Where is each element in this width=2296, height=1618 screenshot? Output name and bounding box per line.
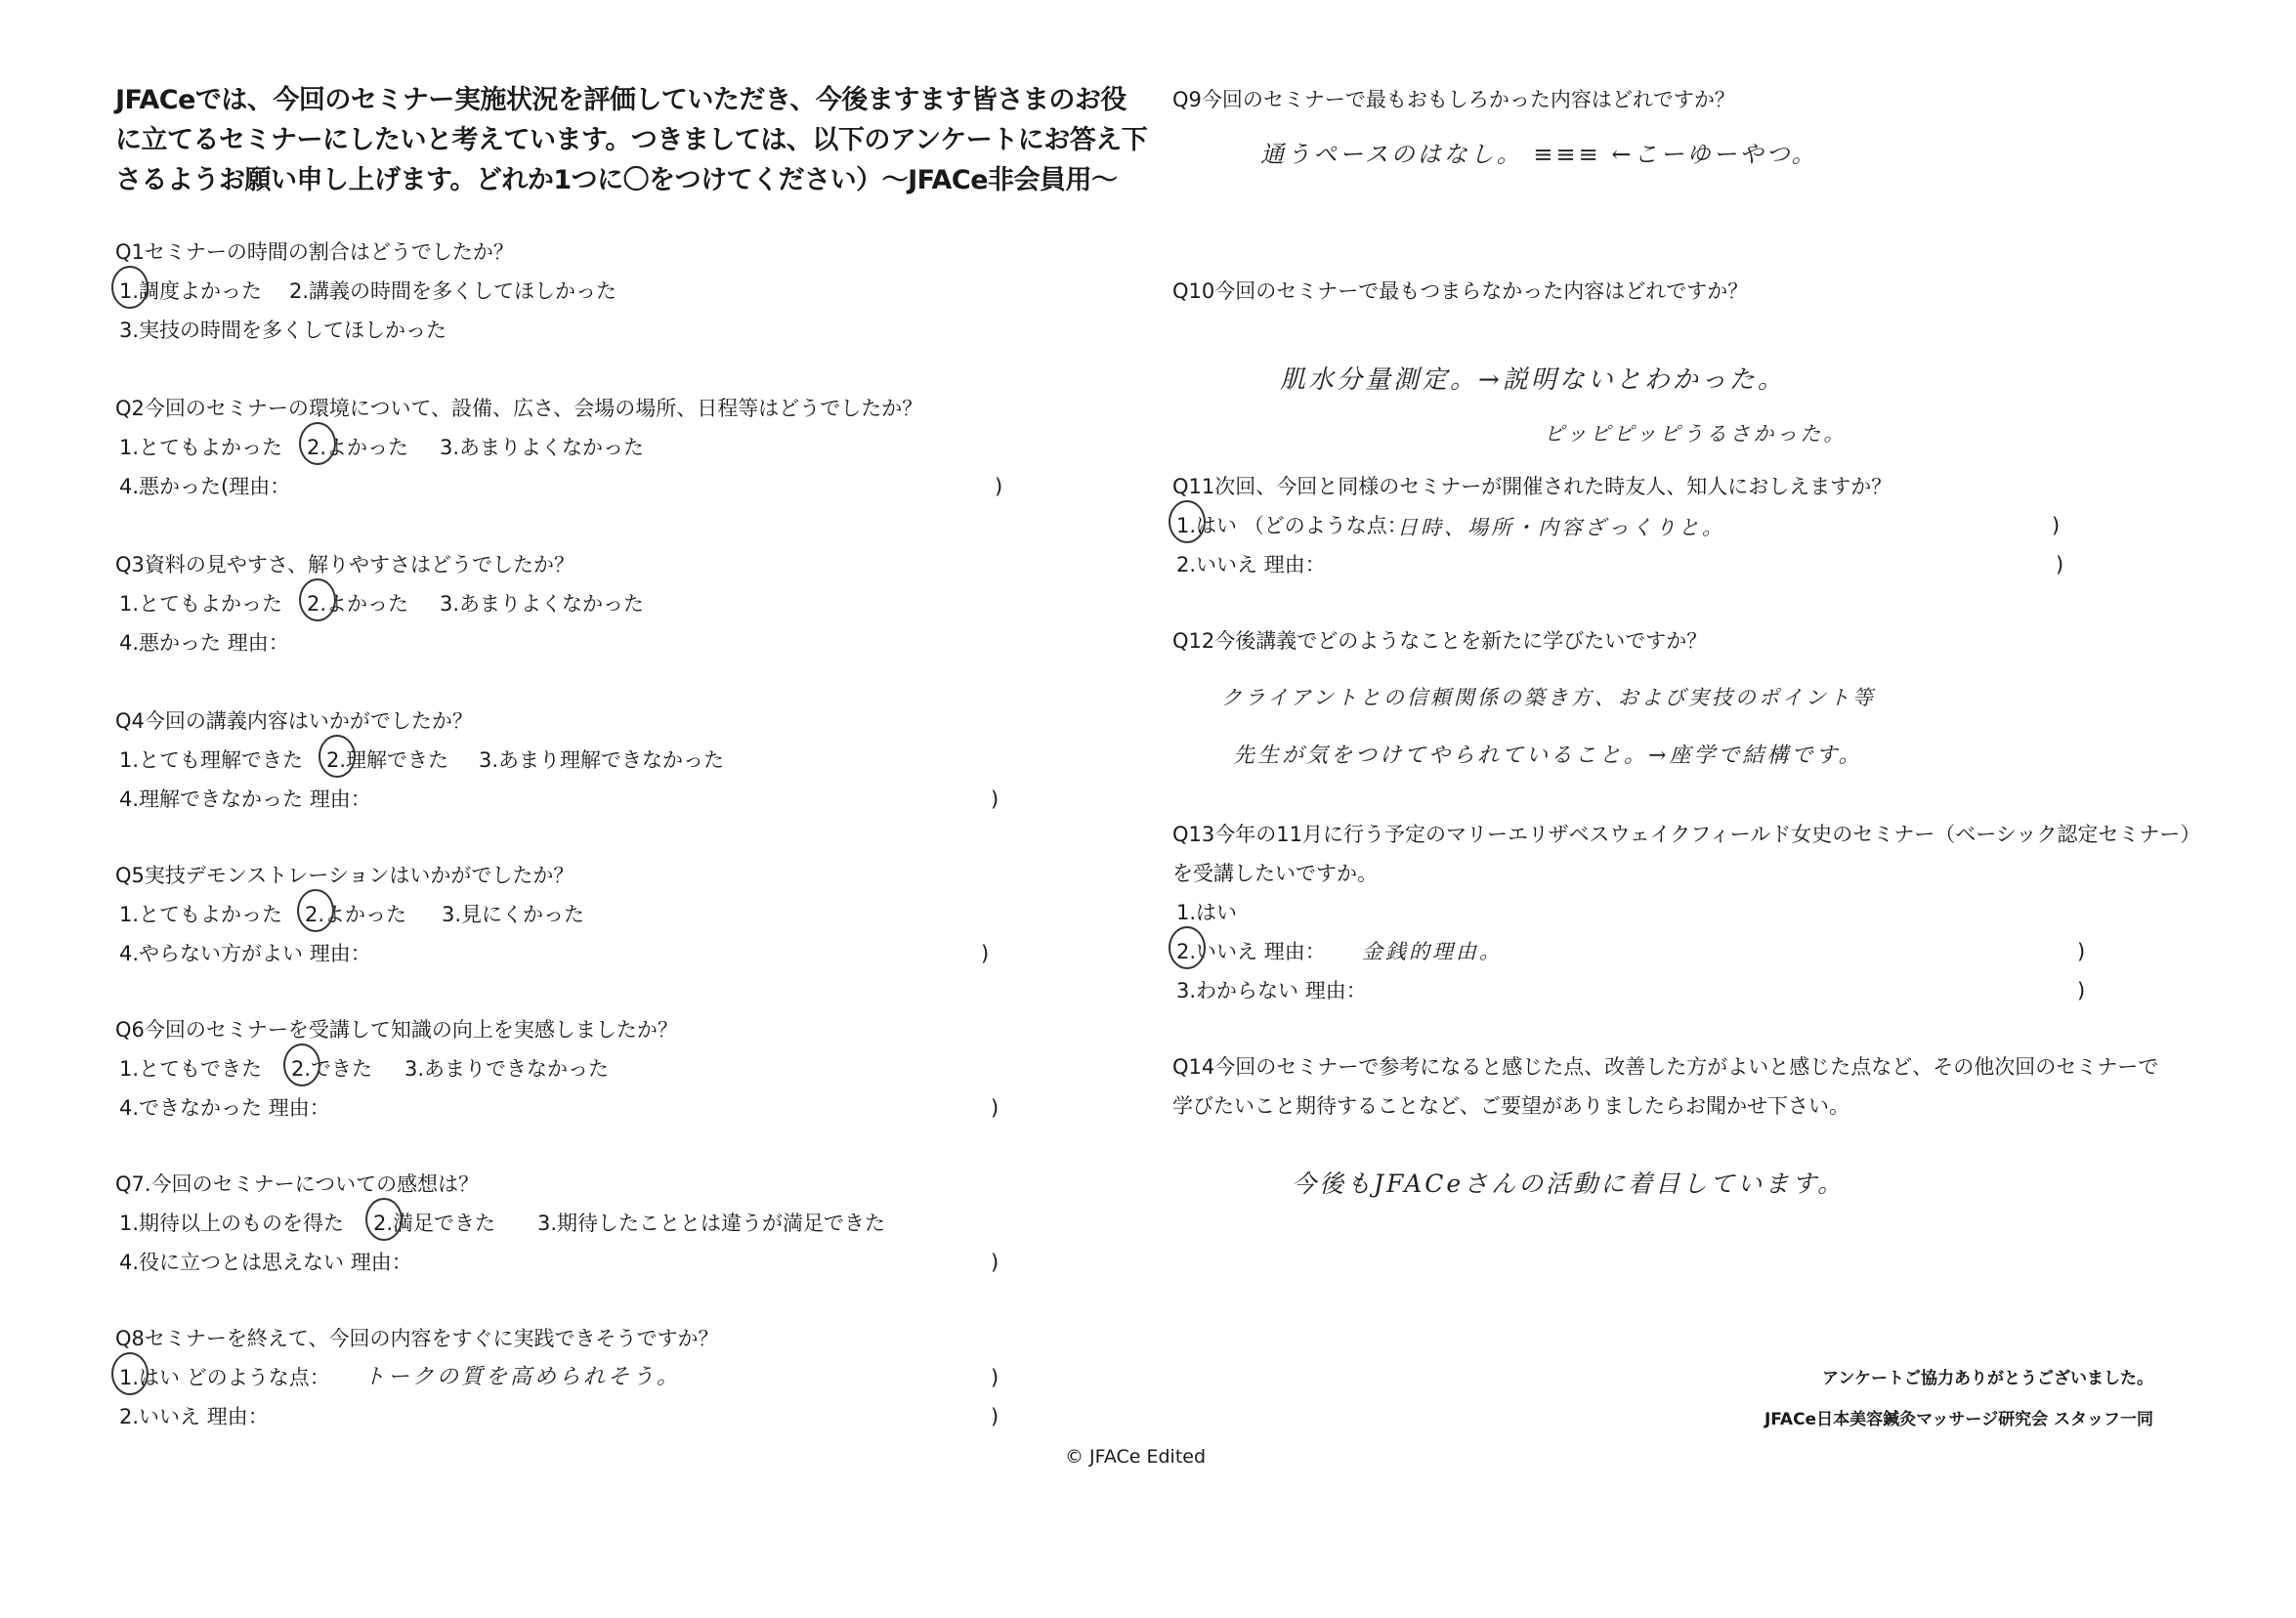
question-7-title: Q7.今回のセミナーについての感想は？ [115, 1172, 480, 1196]
selection-circle [111, 1352, 149, 1395]
question-4-title: Q4今回の講義内容はいかがでしたか？ [115, 709, 473, 733]
question-12-title: Q12今後講義でどのようなことを新たに学びたいですか？ [1172, 629, 1708, 653]
selection-circle [283, 1043, 320, 1086]
survey-intro [115, 80, 1148, 200]
question-5 [115, 856, 1092, 973]
question-4 [115, 702, 1092, 819]
q13-close-paren-1: ) [2077, 940, 2086, 963]
q3-option-4[interactable]: 4.悪かった 理由： [119, 631, 289, 655]
selection-circle [365, 1198, 403, 1241]
question-9-title: Q9今回のセミナーで最もおもしろかった内容はどれですか？ [1172, 88, 1735, 111]
question-6 [115, 1010, 1092, 1128]
selection-circle [1169, 500, 1206, 543]
q9-handwritten-answer: 通うペースのはなし。 ≡≡≡ ←こーゆーやつ。 [1260, 141, 1818, 168]
q11-close-paren-2: ) [2056, 553, 2064, 576]
q7-option-4[interactable]: 4.役に立つとは思えない 理由： [119, 1251, 412, 1274]
question-11-title: Q11次回、今回と同様のセミナーが開催された時友人、知人におしえますか？ [1172, 475, 1892, 498]
q13-option-1[interactable]: 1.はい [1176, 901, 1238, 924]
question-9 [1172, 80, 1735, 119]
q8-option-1[interactable]: 1.はい どのような点： [119, 1358, 330, 1397]
intro-line-2: に立てるセミナーにしたいと考えています。つきましては、以下のアンケートにお答え下 [115, 125, 1148, 155]
q13-option-3[interactable]: 3.わからない 理由： [1176, 979, 1367, 1002]
q6-option-2[interactable]: 2.できた [291, 1049, 372, 1088]
question-7 [115, 1165, 1092, 1282]
q12-handwritten-answer-2: 先生が気をつけてやられていること。→座学で結構です。 [1233, 744, 1863, 768]
q7-option-2[interactable]: 2.満足できた [373, 1204, 495, 1243]
question-13-title-1: Q13今年の11月に行う予定のマリーエリザベスウェイクフィールド女史のセミナー（ベーシック認定セミナー） [1172, 823, 2201, 846]
q10-handwritten-answer-1: 肌水分量測定。→説明ないとわかった。 [1280, 365, 1786, 395]
q2-option-2[interactable]: 2.よかった [307, 428, 408, 467]
question-14-title-2: 学びたいこと期待することなど、ご要望がありましたらお聞かせ下さい。 [1172, 1094, 1850, 1118]
q4-option-3[interactable]: 3.あまり理解できなかった [479, 748, 725, 772]
q7-close-paren: ) [991, 1251, 999, 1274]
q11-option-1[interactable]: 1.はい （どのような点： [1176, 506, 1408, 545]
question-10-title: Q10今回のセミナーで最もつまらなかった内容はどれですか？ [1172, 279, 1749, 303]
question-12 [1172, 621, 1707, 660]
q2-close-paren: ) [995, 475, 1003, 498]
intro-line-3: さるようお願い申し上げます。どれか1つに〇をつけてください）～JFACe非会員用～ [115, 165, 1118, 195]
q2-option-4[interactable]: 4.悪かった(理由： [119, 475, 291, 498]
question-13 [1172, 815, 2201, 1010]
q4-option-2[interactable]: 2.理解できた [326, 741, 448, 780]
copyright-footer: © JFACe Edited [1065, 1446, 1207, 1468]
question-2 [115, 389, 1092, 506]
q2-option-1[interactable]: 1.とてもよかった [119, 436, 283, 459]
q11-option-2[interactable]: 2.いいえ 理由： [1176, 553, 1326, 576]
q6-close-paren: ) [991, 1096, 999, 1120]
q12-handwritten-answer-1: クライアントとの信頼関係の築き方、および実技のポイント等 [1221, 686, 1876, 709]
q4-option-1[interactable]: 1.とても理解できた [119, 748, 304, 772]
q10-handwritten-answer-2: ピッピピッピうるさかった。 [1544, 422, 1848, 446]
q8-close-paren-1: ) [991, 1366, 999, 1389]
q5-option-4[interactable]: 4.やらない方がよい 理由： [119, 942, 371, 965]
question-8-title: Q8セミナーを終えて、今回の内容をすぐに実践できそうですか？ [115, 1327, 719, 1350]
q7-option-3[interactable]: 3.期待したこととは違うが満足できた [537, 1212, 886, 1235]
q13-close-paren-2: ) [2077, 979, 2086, 1002]
selection-circle [111, 266, 149, 309]
intro-line-1: JFACeでは、今回のセミナー実施状況を評価していただき、今後ますます皆さまのお役 [115, 85, 1127, 115]
q1-option-2[interactable]: 2.講義の時間を多くしてほしかった [289, 279, 617, 303]
q4-option-4[interactable]: 4.理解できなかった 理由： [119, 788, 371, 811]
q11-close-paren-1: ) [2052, 514, 2061, 537]
q4-close-paren: ) [991, 788, 999, 811]
selection-circle [1169, 926, 1206, 969]
q5-option-3[interactable]: 3.見にくかった [442, 903, 585, 926]
q14-handwritten-answer: 今後もJFACeさんの活動に着目しています。 [1292, 1170, 1846, 1198]
q11-handwritten-answer: 日時、場所・内容ざっくりと。 [1397, 516, 1725, 539]
staff-signature: JFACe日本美容鍼灸マッサージ研究会 スタッフ一同 [1764, 1410, 2153, 1429]
q3-option-2[interactable]: 2.よかった [307, 584, 408, 623]
q5-close-paren: ) [981, 942, 990, 965]
q3-option-1[interactable]: 1.とてもよかった [119, 592, 283, 616]
question-2-title: Q2今回のセミナーの環境について、設備、広さ、会場の場所、日程等はどうでしたか？ [115, 397, 923, 420]
question-14-title-1: Q14今回のセミナーで参考になると感じた点、改善した方がよいと感じた点など、その他次回のセミナーで [1172, 1055, 2159, 1079]
q5-option-2[interactable]: 2.よかった [305, 895, 406, 934]
q8-close-paren-2: ) [991, 1405, 999, 1428]
q8-handwritten-answer: トークの質を高められそう。 [363, 1365, 682, 1389]
q8-option-2[interactable]: 2.いいえ 理由： [119, 1405, 269, 1428]
q5-option-1[interactable]: 1.とてもよかった [119, 903, 283, 926]
question-5-title: Q5実技デモンストレーションはいかがでしたか？ [115, 864, 574, 887]
q13-handwritten-answer: 金銭的理由。 [1362, 940, 1503, 963]
q1-option-3[interactable]: 3.実技の時間を多くしてほしかった [119, 319, 447, 342]
selection-circle [299, 422, 336, 465]
q6-option-1[interactable]: 1.とてもできた [119, 1057, 263, 1081]
selection-circle [297, 889, 334, 932]
thank-you-note: アンケートご協力ありがとうございました。 [1822, 1369, 2153, 1388]
q7-option-1[interactable]: 1.期待以上のものを得た [119, 1212, 345, 1235]
q1-option-1[interactable]: 1.調度よかった [119, 272, 262, 311]
question-3-title: Q3資料の見やすさ、解りやすさはどうでしたか？ [115, 553, 575, 576]
q2-option-3[interactable]: 3.あまりよくなかった [440, 436, 645, 459]
q6-option-4[interactable]: 4.できなかった 理由： [119, 1096, 330, 1120]
question-10 [1172, 272, 1748, 311]
q13-option-2[interactable]: 2.いいえ 理由： [1176, 932, 1326, 971]
q6-option-3[interactable]: 3.あまりできなかった [404, 1057, 610, 1081]
selection-circle [319, 735, 356, 778]
q3-option-3[interactable]: 3.あまりよくなかった [440, 592, 645, 616]
question-1 [115, 233, 1092, 350]
question-1-title: Q1セミナーの時間の割合はどうでしたか？ [115, 240, 514, 264]
question-3 [115, 545, 1092, 662]
question-6-title: Q6今回のセミナーを受講して知識の向上を実感しましたか？ [115, 1018, 678, 1042]
selection-circle [299, 578, 336, 621]
question-14 [1172, 1047, 2159, 1126]
question-13-title-2: を受講したいですか。 [1172, 862, 1378, 885]
